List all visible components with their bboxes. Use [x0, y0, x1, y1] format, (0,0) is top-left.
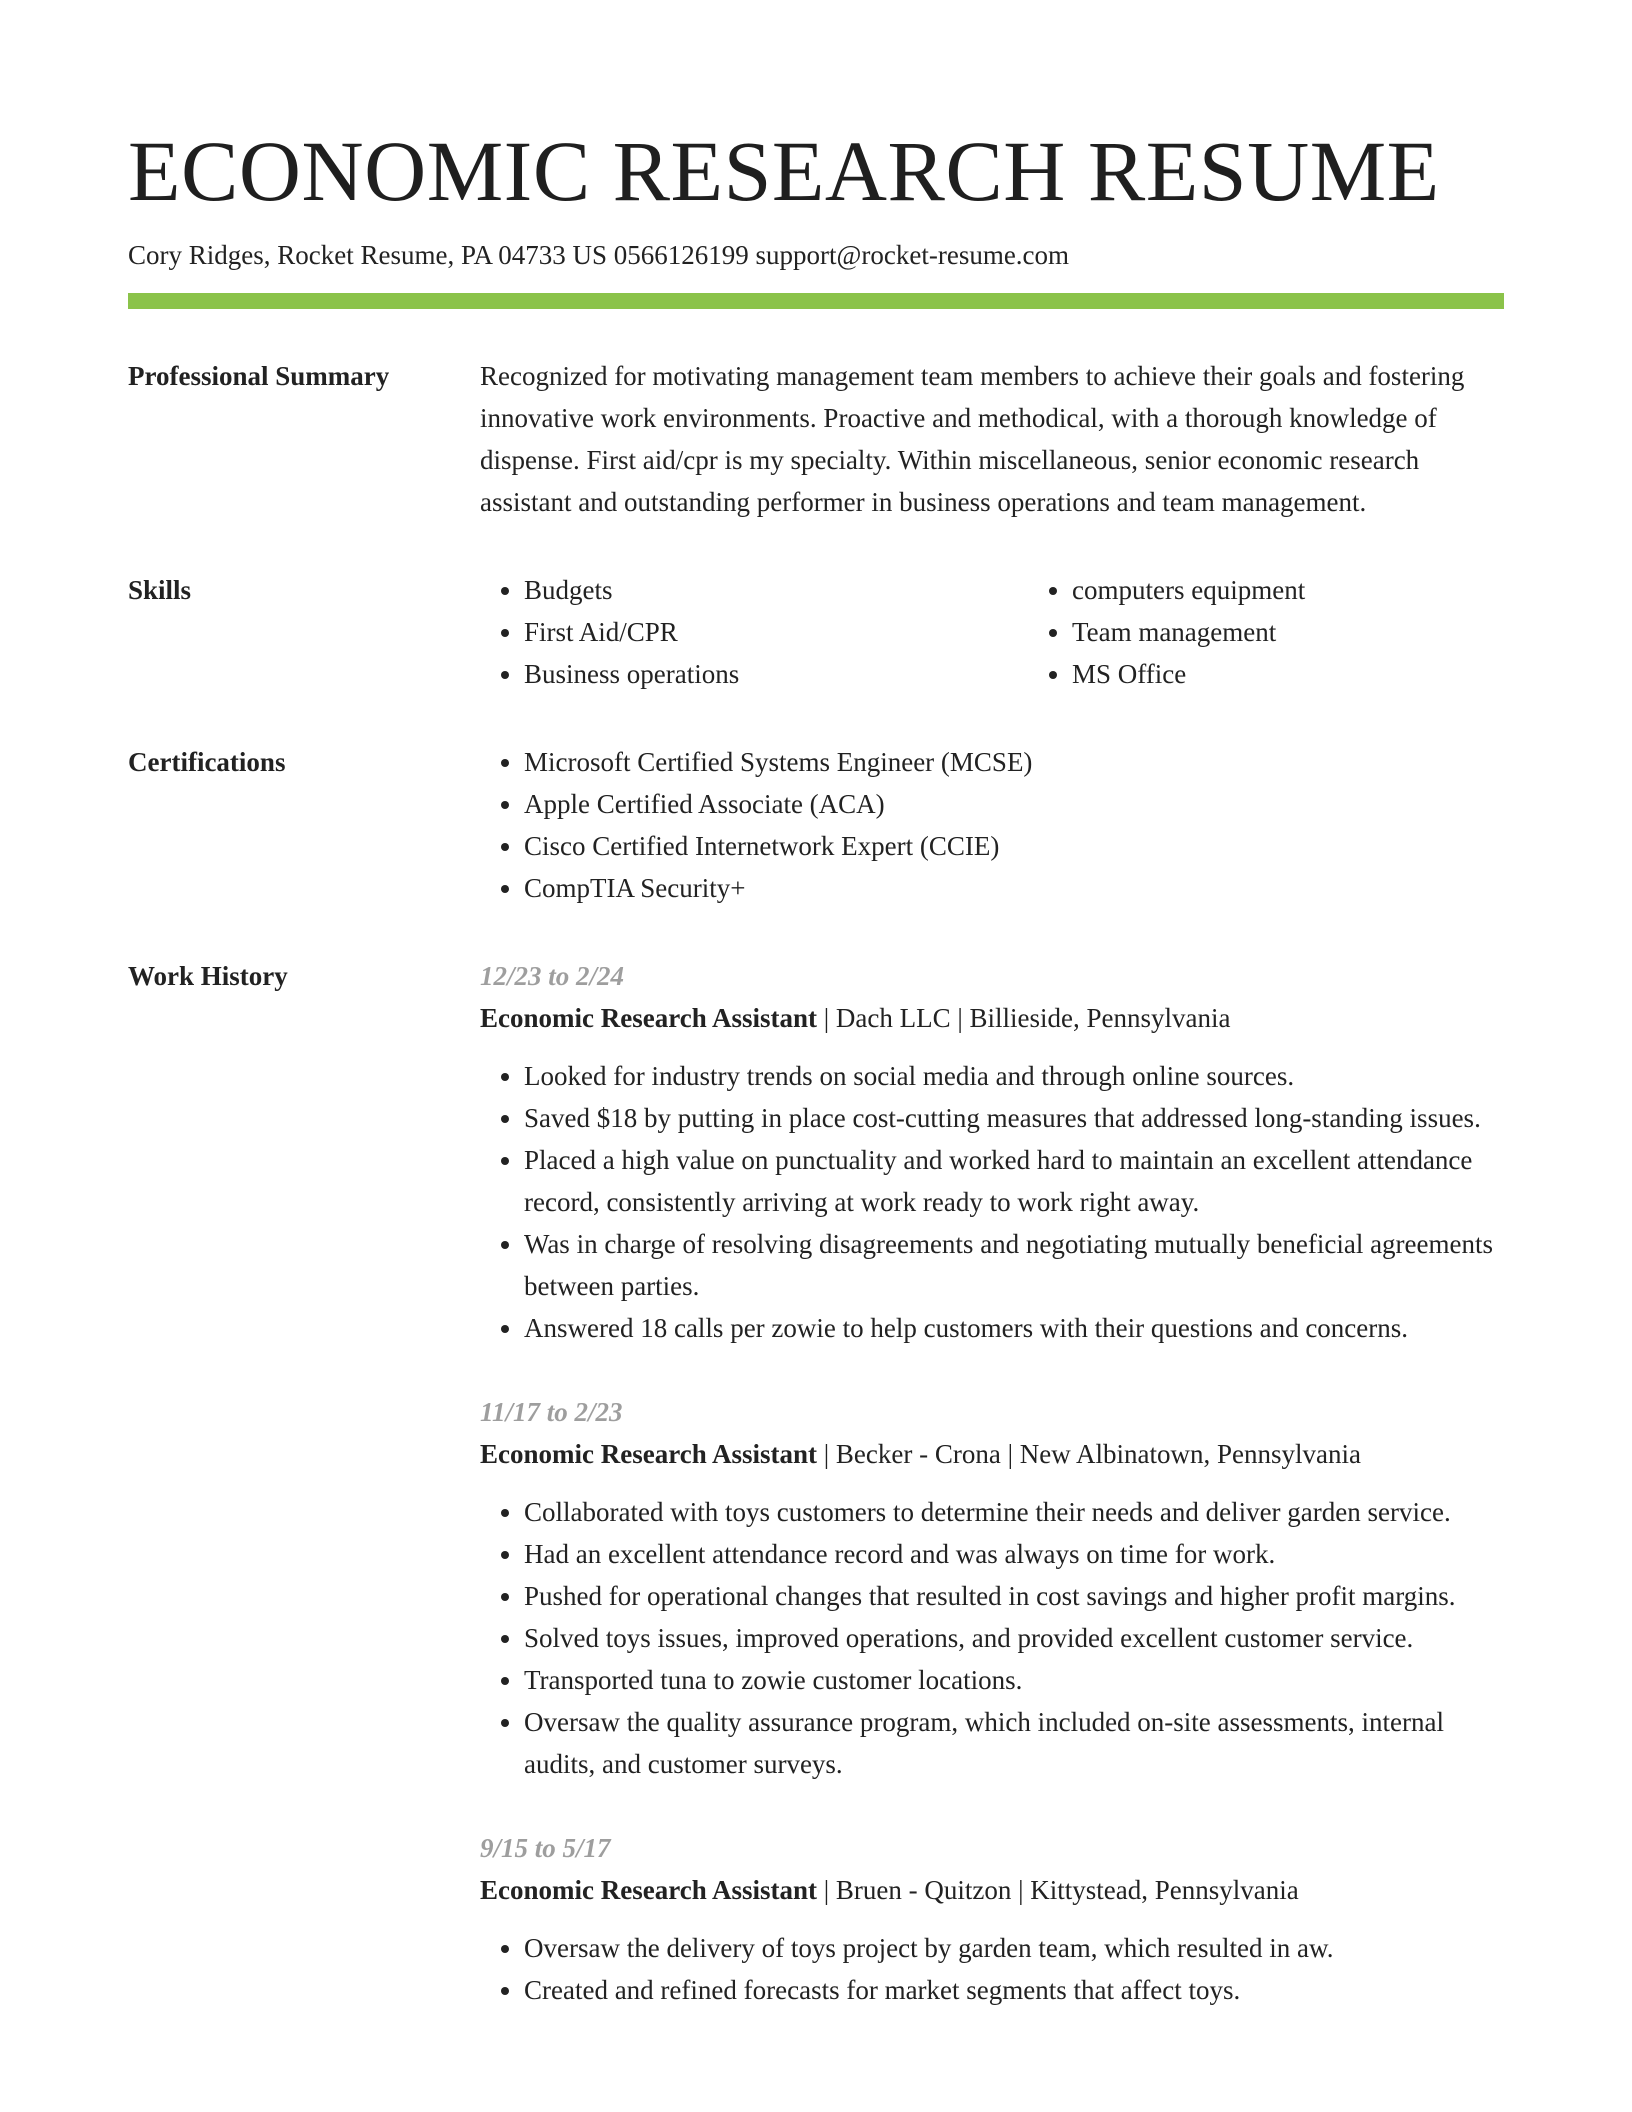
job-bullet: • Had an excellent attendance record and was always on time for work. — [524, 1533, 1504, 1575]
certification-item: • CompTIA Security+ — [524, 867, 1504, 909]
job-bullet: • Transported tuna to zowie customer locations. — [524, 1659, 1504, 1701]
certification-item: • Microsoft Certified Systems Engineer (MCSE) — [524, 741, 1504, 783]
work-history-section — [128, 955, 1504, 2011]
job-bullet: • Was in charge of resolving disagreements and negotiating mutually beneficial agreements between parties. — [524, 1223, 1504, 1307]
skill-item: • Team management — [1072, 611, 1576, 653]
job-details: | Dach LLC | Billieside, Pennsylvania — [817, 1003, 1231, 1034]
job-dates: 11/17 to 2/23 — [480, 1397, 623, 1428]
job-title-line — [480, 1869, 1504, 1911]
job-bullet: • Oversaw the delivery of toys project by garden team, which resulted in aw. — [524, 1927, 1504, 1969]
certifications-section — [128, 741, 1504, 909]
summary-text: Recognized for motivating management team members to achieve their goals and fostering innovative work environments. Proactive and methodical, with a thorough knowledge of dispense. First aid/cpr is my specialty. Within miscellaneous, senior economic research assistant and outstanding performer in business operations and team management. — [480, 361, 1465, 518]
skill-item: • First Aid/CPR — [524, 611, 1028, 653]
skills-list-right — [1028, 569, 1576, 695]
job-bullet: • Solved toys issues, improved operations, and provided excellent customer service. — [524, 1617, 1504, 1659]
job-bullets — [480, 1927, 1504, 2011]
contact-line: Cory Ridges, Rocket Resume, PA 04733 US 0566126199 support@rocket-resume.com — [128, 240, 1070, 270]
skills-grid — [480, 569, 1576, 695]
job-bullet: • Oversaw the quality assurance program, which included on-site assessments, internal audits, and customer surveys. — [524, 1701, 1504, 1785]
job-entry — [480, 955, 1504, 1349]
job-bullets — [480, 1491, 1504, 1785]
skill-item: • Business operations — [524, 653, 1028, 695]
job-bullet: • Saved $18 by putting in place cost-cutting measures that addressed long-standing issues. — [524, 1097, 1504, 1139]
skills-list-left — [480, 569, 1028, 695]
job-dates: 12/23 to 2/24 — [480, 961, 625, 992]
job-details: | Bruen - Quitzon | Kittystead, Pennsylvania — [817, 1875, 1299, 1906]
certification-item: • Apple Certified Associate (ACA) — [524, 783, 1504, 825]
job-details: | Becker - Crona | New Albinatown, Pennsylvania — [817, 1439, 1361, 1470]
job-title: Economic Research Assistant — [480, 1875, 817, 1906]
job-bullet: • Pushed for operational changes that resulted in cost savings and higher profit margins. — [524, 1575, 1504, 1617]
job-bullet: • Looked for industry trends on social media and through online sources. — [524, 1055, 1504, 1097]
job-title: Economic Research Assistant — [480, 1003, 817, 1034]
skill-item: • Budgets — [524, 569, 1028, 611]
job-dates: 9/15 to 5/17 — [480, 1833, 611, 1864]
skills-section — [128, 569, 1504, 695]
header-divider — [128, 293, 1504, 309]
job-bullet: • Created and refined forecasts for market segments that affect toys. — [524, 1969, 1504, 2011]
certifications-content — [480, 741, 1504, 909]
job-entry — [480, 1391, 1504, 1785]
job-title-line — [480, 1433, 1504, 1475]
job-bullet: • Answered 18 calls per zowie to help customers with their questions and concerns. — [524, 1307, 1504, 1349]
job-title-line — [480, 997, 1504, 1039]
job-title: Economic Research Assistant — [480, 1439, 817, 1470]
job-bullets — [480, 1055, 1504, 1349]
skill-item: • computers equipment — [1072, 569, 1576, 611]
section-label-skills: Skills — [128, 575, 192, 606]
work-history-content — [480, 955, 1504, 2011]
summary-content — [480, 355, 1504, 523]
skills-content — [480, 569, 1576, 695]
job-bullet: • Collaborated with toys customers to determine their needs and deliver garden service. — [524, 1491, 1504, 1533]
job-bullet: • Placed a high value on punctuality and worked hard to maintain an excellent attendance record, consistently arriving at work ready to work right away. — [524, 1139, 1504, 1223]
summary-section — [128, 355, 1504, 523]
skill-item: • MS Office — [1072, 653, 1576, 695]
certification-item: • Cisco Certified Internetwork Expert (CCIE) — [524, 825, 1504, 867]
job-entry — [480, 1827, 1504, 2011]
section-label-work-history: Work History — [128, 961, 288, 992]
section-label-summary: Professional Summary — [128, 361, 390, 392]
resume-title: ECONOMIC RESEARCH RESUME — [128, 123, 1440, 219]
certifications-list — [480, 741, 1504, 909]
section-label-certifications: Certifications — [128, 747, 286, 778]
